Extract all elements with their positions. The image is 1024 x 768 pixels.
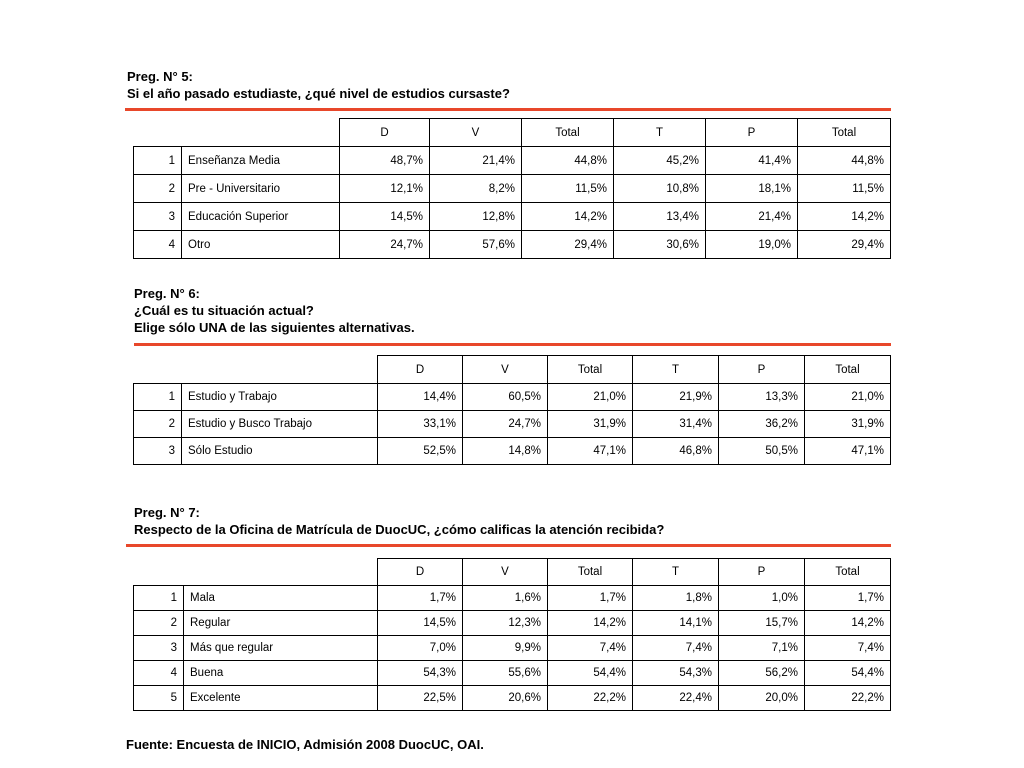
column-header: Total [548, 559, 633, 586]
column-header: V [430, 119, 522, 147]
row-number: 3 [134, 636, 184, 661]
cell-value: 31,9% [548, 411, 633, 438]
row-number: 1 [134, 147, 182, 175]
cell-value: 14,8% [463, 438, 548, 465]
cell-value: 22,2% [548, 686, 633, 711]
cell-value: 22,4% [633, 686, 719, 711]
cell-value: 22,2% [805, 686, 891, 711]
column-header: P [706, 119, 798, 147]
cell-value: 1,7% [548, 586, 633, 611]
cell-value: 21,9% [633, 384, 719, 411]
table-header-row [134, 119, 891, 147]
cell-value: 14,4% [378, 384, 463, 411]
cell-value: 21,0% [805, 384, 891, 411]
q7-table [133, 558, 891, 711]
q5-table [133, 118, 891, 259]
row-label: Educación Superior [182, 203, 340, 231]
q5-question: Si el año pasado estudiaste, ¿qué nivel de estudios cursaste? [127, 86, 510, 101]
cell-value: 24,7% [463, 411, 548, 438]
cell-value: 56,2% [719, 661, 805, 686]
cell-value: 13,3% [719, 384, 805, 411]
table-row [134, 611, 891, 636]
cell-value: 19,0% [706, 231, 798, 259]
cell-value: 54,3% [633, 661, 719, 686]
column-header: V [463, 559, 548, 586]
table-row [134, 231, 891, 259]
row-label: Regular [184, 611, 378, 636]
cell-value: 33,1% [378, 411, 463, 438]
cell-value: 11,5% [522, 175, 614, 203]
row-label: Enseñanza Media [182, 147, 340, 175]
cell-value: 14,2% [805, 611, 891, 636]
column-header: P [719, 356, 805, 384]
row-label: Otro [182, 231, 340, 259]
cell-value: 21,0% [548, 384, 633, 411]
q7-divider [126, 544, 891, 547]
cell-value: 7,0% [378, 636, 463, 661]
column-header: Total [522, 119, 614, 147]
cell-value: 7,4% [805, 636, 891, 661]
table-header-row [134, 559, 891, 586]
cell-value: 54,4% [548, 661, 633, 686]
row-number: 4 [134, 231, 182, 259]
table-row [134, 411, 891, 438]
cell-value: 21,4% [706, 203, 798, 231]
q5-title: Preg. N° 5: [127, 69, 193, 84]
cell-value: 47,1% [548, 438, 633, 465]
table-header-row [134, 356, 891, 384]
cell-value: 7,1% [719, 636, 805, 661]
cell-value: 1,0% [719, 586, 805, 611]
cell-value: 31,9% [805, 411, 891, 438]
cell-value: 54,3% [378, 661, 463, 686]
column-header: T [633, 559, 719, 586]
cell-value: 7,4% [633, 636, 719, 661]
row-number: 3 [134, 438, 182, 465]
cell-value: 47,1% [805, 438, 891, 465]
cell-value: 46,8% [633, 438, 719, 465]
row-label: Estudio y Trabajo [182, 384, 378, 411]
q6-divider [134, 343, 891, 346]
cell-value: 7,4% [548, 636, 633, 661]
cell-value: 41,4% [706, 147, 798, 175]
row-label: Estudio y Busco Trabajo [182, 411, 378, 438]
table-row [134, 384, 891, 411]
cell-value: 22,5% [378, 686, 463, 711]
cell-value: 31,4% [633, 411, 719, 438]
q6-question-line2: Elige sólo UNA de las siguientes alternativas. [134, 320, 415, 335]
q5-heading [127, 68, 510, 102]
q6-question-line1: ¿Cuál es tu situación actual? [134, 303, 314, 318]
cell-value: 60,5% [463, 384, 548, 411]
cell-value: 29,4% [798, 231, 891, 259]
column-header: Total [805, 559, 891, 586]
cell-value: 11,5% [798, 175, 891, 203]
q7-title: Preg. N° 7: [134, 505, 200, 520]
table-row [134, 147, 891, 175]
cell-value: 44,8% [522, 147, 614, 175]
row-number: 5 [134, 686, 184, 711]
q6-table [133, 355, 891, 465]
cell-value: 57,6% [430, 231, 522, 259]
cell-value: 24,7% [340, 231, 430, 259]
column-header: Total [798, 119, 891, 147]
q7-question: Respecto de la Oficina de Matrícula de DuocUC, ¿cómo calificas la atención recibida? [134, 522, 665, 537]
cell-value: 36,2% [719, 411, 805, 438]
cell-value: 30,6% [614, 231, 706, 259]
cell-value: 1,7% [805, 586, 891, 611]
row-label: Mala [184, 586, 378, 611]
cell-value: 55,6% [463, 661, 548, 686]
cell-value: 12,8% [430, 203, 522, 231]
cell-value: 48,7% [340, 147, 430, 175]
cell-value: 44,8% [798, 147, 891, 175]
cell-value: 14,2% [798, 203, 891, 231]
row-number: 2 [134, 411, 182, 438]
cell-value: 18,1% [706, 175, 798, 203]
cell-value: 10,8% [614, 175, 706, 203]
column-header: D [340, 119, 430, 147]
row-label: Excelente [184, 686, 378, 711]
cell-value: 45,2% [614, 147, 706, 175]
column-header: P [719, 559, 805, 586]
q6-title: Preg. N° 6: [134, 286, 200, 301]
row-number: 4 [134, 661, 184, 686]
cell-value: 14,5% [340, 203, 430, 231]
source-note: Fuente: Encuesta de INICIO, Admisión 2008 DuocUC, OAI. [126, 737, 484, 752]
cell-value: 54,4% [805, 661, 891, 686]
cell-value: 15,7% [719, 611, 805, 636]
row-number: 2 [134, 175, 182, 203]
row-label: Buena [184, 661, 378, 686]
column-header: T [614, 119, 706, 147]
table-row [134, 175, 891, 203]
row-label: Pre - Universitario [182, 175, 340, 203]
cell-value: 1,6% [463, 586, 548, 611]
row-label: Sólo Estudio [182, 438, 378, 465]
column-header: D [378, 356, 463, 384]
table-row [134, 586, 891, 611]
column-header: D [378, 559, 463, 586]
cell-value: 50,5% [719, 438, 805, 465]
q5-divider [125, 108, 891, 111]
row-number: 3 [134, 203, 182, 231]
row-number: 2 [134, 611, 184, 636]
cell-value: 1,7% [378, 586, 463, 611]
cell-value: 14,5% [378, 611, 463, 636]
cell-value: 9,9% [463, 636, 548, 661]
cell-value: 20,0% [719, 686, 805, 711]
cell-value: 8,2% [430, 175, 522, 203]
row-number: 1 [134, 384, 182, 411]
cell-value: 14,1% [633, 611, 719, 636]
table-row [134, 203, 891, 231]
cell-value: 14,2% [522, 203, 614, 231]
q7-heading [134, 504, 664, 538]
cell-value: 13,4% [614, 203, 706, 231]
table-row [134, 686, 891, 711]
column-header: T [633, 356, 719, 384]
table-row [134, 661, 891, 686]
row-label: Más que regular [184, 636, 378, 661]
table-row [134, 438, 891, 465]
cell-value: 12,3% [463, 611, 548, 636]
cell-value: 20,6% [463, 686, 548, 711]
row-number: 1 [134, 586, 184, 611]
cell-value: 14,2% [548, 611, 633, 636]
column-header: Total [805, 356, 891, 384]
cell-value: 12,1% [340, 175, 430, 203]
column-header: V [463, 356, 548, 384]
cell-value: 29,4% [522, 231, 614, 259]
cell-value: 21,4% [430, 147, 522, 175]
cell-value: 52,5% [378, 438, 463, 465]
table-row [134, 636, 891, 661]
cell-value: 1,8% [633, 586, 719, 611]
q6-heading [134, 285, 415, 336]
column-header: Total [548, 356, 633, 384]
